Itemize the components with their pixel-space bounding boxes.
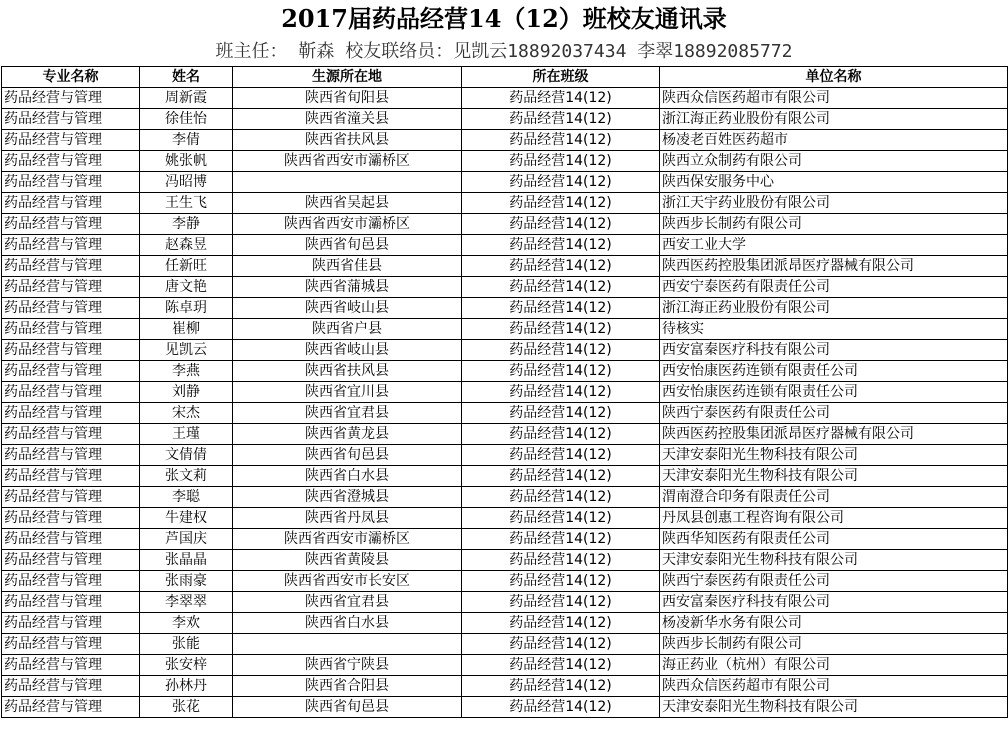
cell-class: 药品经营14(12) [462,550,660,571]
table-row [2,592,1008,613]
cell-origin: 陕西省旬阳县 [233,88,462,109]
contact-subtitle: 班主任： 靳森 校友联络员：见凯云18892037434 李翠18892085772 [215,41,793,62]
cell-major: 药品经营与管理 [2,403,140,424]
table-row [2,340,1008,361]
cell-major: 药品经营与管理 [2,361,140,382]
cell-name: 刘静 [140,382,233,403]
table-row [2,487,1008,508]
table-row [2,298,1008,319]
cell-name: 冯昭博 [140,172,233,193]
cell-origin: 陕西省丹凤县 [233,508,462,529]
table-row [2,88,1008,109]
cell-major: 药品经营与管理 [2,256,140,277]
cell-origin: 陕西省西安市长安区 [233,571,462,592]
table-row [2,571,1008,592]
header-name: 姓名 [140,67,233,88]
cell-name: 张雨豪 [140,571,233,592]
cell-major: 药品经营与管理 [2,613,140,634]
cell-origin [233,634,462,655]
cell-class: 药品经营14(12) [462,655,660,676]
cell-employer: 浙江海正药业股份有限公司 [660,298,1008,319]
cell-class: 药品经营14(12) [462,361,660,382]
cell-name: 李静 [140,214,233,235]
cell-major: 药品经营与管理 [2,550,140,571]
cell-class: 药品经营14(12) [462,592,660,613]
cell-employer: 天津安泰阳光生物科技有限公司 [660,697,1008,718]
table-row [2,466,1008,487]
cell-major: 药品经营与管理 [2,571,140,592]
cell-major: 药品经营与管理 [2,340,140,361]
cell-name: 张能 [140,634,233,655]
cell-name: 任新旺 [140,256,233,277]
cell-class: 药品经营14(12) [462,88,660,109]
table-row [2,319,1008,340]
cell-origin: 陕西省西安市灞桥区 [233,529,462,550]
cell-class: 药品经营14(12) [462,340,660,361]
cell-major: 药品经营与管理 [2,277,140,298]
table-row [2,172,1008,193]
cell-employer: 天津安泰阳光生物科技有限公司 [660,466,1008,487]
cell-class: 药品经营14(12) [462,529,660,550]
cell-class: 药品经营14(12) [462,151,660,172]
cell-employer: 天津安泰阳光生物科技有限公司 [660,550,1008,571]
cell-employer: 陕西步长制药有限公司 [660,634,1008,655]
cell-employer: 西安宁泰医药有限责任公司 [660,277,1008,298]
cell-major: 药品经营与管理 [2,130,140,151]
cell-major: 药品经营与管理 [2,529,140,550]
cell-origin: 陕西省潼关县 [233,109,462,130]
cell-employer: 陕西华知医药有限责任公司 [660,529,1008,550]
cell-name: 李欢 [140,613,233,634]
cell-name: 文倩倩 [140,445,233,466]
cell-employer: 杨凌老百姓医药超市 [660,130,1008,151]
table-body [2,88,1008,718]
cell-class: 药品经营14(12) [462,277,660,298]
cell-name: 周新霞 [140,88,233,109]
cell-major: 药品经营与管理 [2,592,140,613]
cell-major: 药品经营与管理 [2,634,140,655]
cell-major: 药品经营与管理 [2,151,140,172]
cell-name: 赵森昱 [140,235,233,256]
cell-name: 姚张帆 [140,151,233,172]
table-row [2,382,1008,403]
cell-origin: 陕西省澄城县 [233,487,462,508]
table-row [2,697,1008,718]
cell-origin: 陕西省旬邑县 [233,697,462,718]
table-row [2,508,1008,529]
cell-major: 药品经营与管理 [2,193,140,214]
cell-class: 药品经营14(12) [462,214,660,235]
header-row [2,67,1008,88]
cell-origin: 陕西省白水县 [233,466,462,487]
cell-name: 见凯云 [140,340,233,361]
table-row [2,613,1008,634]
cell-class: 药品经营14(12) [462,613,660,634]
cell-major: 药品经营与管理 [2,172,140,193]
cell-employer: 杨凌新华水务有限公司 [660,613,1008,634]
cell-class: 药品经营14(12) [462,319,660,340]
cell-name: 张晶晶 [140,550,233,571]
table-row [2,676,1008,697]
cell-name: 李倩 [140,130,233,151]
cell-employer: 陕西宁泰医药有限责任公司 [660,403,1008,424]
cell-origin: 陕西省蒲城县 [233,277,462,298]
cell-employer: 西安怡康医药连锁有限责任公司 [660,361,1008,382]
cell-name: 王瑾 [140,424,233,445]
cell-employer: 陕西医药控股集团派昂医疗器械有限公司 [660,424,1008,445]
cell-employer: 浙江天宇药业股份有限公司 [660,193,1008,214]
table-row [2,193,1008,214]
cell-class: 药品经营14(12) [462,466,660,487]
cell-employer: 丹凤县创惠工程咨询有限公司 [660,508,1008,529]
cell-major: 药品经营与管理 [2,676,140,697]
table-row [2,361,1008,382]
table-row [2,256,1008,277]
table-row [2,277,1008,298]
cell-class: 药品经营14(12) [462,298,660,319]
cell-name: 宋杰 [140,403,233,424]
cell-origin: 陕西省宁陕县 [233,655,462,676]
cell-name: 孙林丹 [140,676,233,697]
cell-origin: 陕西省宜君县 [233,403,462,424]
table-row [2,529,1008,550]
cell-origin: 陕西省佳县 [233,256,462,277]
cell-employer: 陕西众信医药超市有限公司 [660,88,1008,109]
cell-origin: 陕西省旬邑县 [233,445,462,466]
cell-major: 药品经营与管理 [2,508,140,529]
cell-class: 药品经营14(12) [462,403,660,424]
cell-class: 药品经营14(12) [462,634,660,655]
alumni-table [1,66,1008,718]
cell-major: 药品经营与管理 [2,298,140,319]
cell-origin: 陕西省岐山县 [233,340,462,361]
cell-major: 药品经营与管理 [2,109,140,130]
cell-employer: 渭南澄合印务有限责任公司 [660,487,1008,508]
cell-class: 药品经营14(12) [462,508,660,529]
table-row [2,214,1008,235]
cell-major: 药品经营与管理 [2,235,140,256]
cell-class: 药品经营14(12) [462,697,660,718]
cell-class: 药品经营14(12) [462,256,660,277]
page-title: 2017届药品经营14（12）班校友通讯录 [281,4,727,33]
cell-class: 药品经营14(12) [462,382,660,403]
cell-major: 药品经营与管理 [2,466,140,487]
table-row [2,655,1008,676]
cell-employer: 西安工业大学 [660,235,1008,256]
cell-employer: 陕西医药控股集团派昂医疗器械有限公司 [660,256,1008,277]
table-row [2,130,1008,151]
cell-class: 药品经营14(12) [462,445,660,466]
cell-origin: 陕西省西安市灞桥区 [233,214,462,235]
cell-name: 崔柳 [140,319,233,340]
cell-origin: 陕西省岐山县 [233,298,462,319]
cell-major: 药品经营与管理 [2,424,140,445]
cell-name: 芦国庆 [140,529,233,550]
cell-employer: 陕西众信医药超市有限公司 [660,676,1008,697]
cell-major: 药品经营与管理 [2,697,140,718]
cell-class: 药品经营14(12) [462,676,660,697]
cell-origin: 陕西省黄龙县 [233,424,462,445]
cell-class: 药品经营14(12) [462,487,660,508]
cell-origin: 陕西省扶风县 [233,130,462,151]
cell-class: 药品经营14(12) [462,424,660,445]
cell-name: 陈卓玥 [140,298,233,319]
cell-employer: 陕西保安服务中心 [660,172,1008,193]
header-class: 所在班级 [462,67,660,88]
cell-origin: 陕西省旬邑县 [233,235,462,256]
cell-employer: 陕西步长制药有限公司 [660,214,1008,235]
cell-origin: 陕西省黄陵县 [233,550,462,571]
cell-class: 药品经营14(12) [462,172,660,193]
cell-name: 张花 [140,697,233,718]
table-row [2,634,1008,655]
table-row [2,550,1008,571]
cell-major: 药品经营与管理 [2,88,140,109]
table-row [2,109,1008,130]
cell-major: 药品经营与管理 [2,655,140,676]
cell-employer: 天津安泰阳光生物科技有限公司 [660,445,1008,466]
cell-name: 李聪 [140,487,233,508]
header-employer: 单位名称 [660,67,1008,88]
cell-class: 药品经营14(12) [462,235,660,256]
cell-name: 张安梓 [140,655,233,676]
cell-origin: 陕西省户县 [233,319,462,340]
cell-name: 王生飞 [140,193,233,214]
cell-major: 药品经营与管理 [2,214,140,235]
cell-name: 李燕 [140,361,233,382]
cell-origin: 陕西省吴起县 [233,193,462,214]
cell-origin [233,172,462,193]
cell-origin: 陕西省合阳县 [233,676,462,697]
cell-name: 牛建权 [140,508,233,529]
cell-employer: 西安怡康医药连锁有限责任公司 [660,382,1008,403]
header-major: 专业名称 [2,67,140,88]
cell-origin: 陕西省西安市灞桥区 [233,151,462,172]
cell-employer: 西安富秦医疗科技有限公司 [660,592,1008,613]
cell-name: 张文莉 [140,466,233,487]
cell-origin: 陕西省宜君县 [233,592,462,613]
cell-origin: 陕西省宜川县 [233,382,462,403]
table-row [2,403,1008,424]
cell-employer: 陕西立众制药有限公司 [660,151,1008,172]
cell-name: 徐佳怡 [140,109,233,130]
cell-employer: 陕西宁泰医药有限责任公司 [660,571,1008,592]
header-origin: 生源所在地 [233,67,462,88]
cell-name: 李翠翠 [140,592,233,613]
cell-major: 药品经营与管理 [2,382,140,403]
cell-employer: 浙江海正药业股份有限公司 [660,109,1008,130]
cell-employer: 海正药业（杭州）有限公司 [660,655,1008,676]
table-row [2,151,1008,172]
cell-major: 药品经营与管理 [2,445,140,466]
cell-class: 药品经营14(12) [462,193,660,214]
cell-major: 药品经营与管理 [2,319,140,340]
cell-origin: 陕西省扶风县 [233,361,462,382]
cell-class: 药品经营14(12) [462,571,660,592]
cell-employer: 待核实 [660,319,1008,340]
cell-employer: 西安富秦医疗科技有限公司 [660,340,1008,361]
cell-name: 唐文艳 [140,277,233,298]
table-row [2,424,1008,445]
cell-major: 药品经营与管理 [2,487,140,508]
cell-class: 药品经营14(12) [462,130,660,151]
cell-origin: 陕西省白水县 [233,613,462,634]
table-row [2,235,1008,256]
cell-class: 药品经营14(12) [462,109,660,130]
table-row [2,445,1008,466]
